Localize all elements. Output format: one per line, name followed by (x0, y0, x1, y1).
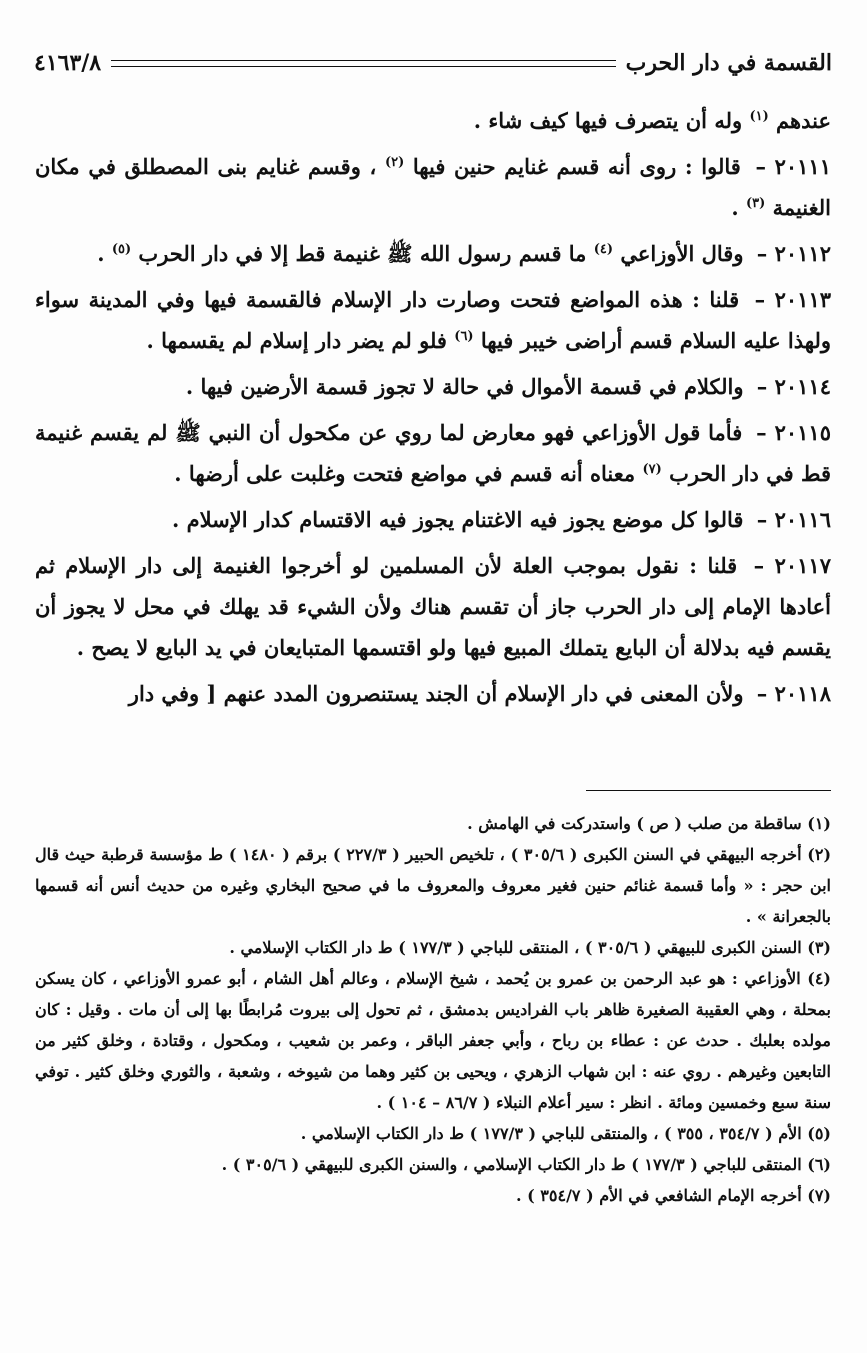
footnote-ref: (٣) (745, 196, 766, 211)
footnote-separator (586, 790, 831, 791)
running-header (34, 40, 832, 86)
main-text (35, 100, 831, 719)
paragraph-number: ٢٠١١٥ – (756, 420, 831, 445)
paragraph-text: ولأن المعنى في دار الإسلام أن الجند يستنصرون المدد عنهم [ وفي دار (128, 681, 744, 706)
footnote-ref: (٦) (454, 329, 474, 344)
paragraph-text: عندهم (776, 108, 831, 133)
footnote-4: (٤) الأوزاعي : هو عبد الرحمن بن عمرو بن يُحمد ، شيخ الإسلام ، وعالم أهل الشام ، أبو عمرو الأوزاعي ، كان يسكن بمحلة ، وهي العقيبة الصغيرة ظاهر باب الفراديس بدمشق ، ثم تحول إلى بيروت مُرابطًا بها إلى أن مات . وقيل : كان مولده بعلبك . حدث عن : عطاء بن رباح ، وأبي جعفر الباقر ، وعمر بن شعيب ، ومكحول ، وقتادة ، وخلق كثير من التابعين وغيرهم . روي عنه : ابن شهاب الزهري ، ويحيى بن كثير وهما من شيوخه ، وشعبة ، والثوري وخلق كثير . توفي سنة سبع وخمسين ومائة . انظر : سير أعلام النبلاء ( ٨٦/٧ – ١٠٤ ) . (35, 969, 831, 1112)
paragraph-20113 (35, 279, 831, 361)
paragraph-text: . (731, 195, 746, 220)
footnote-6: (٦) المنتقى للباجي ( ١٧٧/٣ ) ط دار الكتاب الإسلامي ، والسنن الكبرى للبيهقي ( ٣٠٥/٦ ) . (221, 1155, 831, 1174)
paragraph-20117 (35, 545, 831, 668)
paragraph-text: ما قسم رسول الله ﷺ غنيمة قط إلا في دار الحرب (138, 241, 594, 266)
paragraph-text: قلنا : هذه المواضع فتحت وصارت دار الإسلام فالقسمة فيها وفي المدينة سواء ولهذا عليه السلام قسم أراضى خيبر فيها (35, 287, 831, 353)
paragraph-20118 (35, 673, 831, 714)
paragraph-number: ٢٠١١٧ – (753, 553, 831, 578)
paragraph-number: ٢٠١١٣ – (754, 287, 832, 312)
paragraph-text: فأما قول الأوزاعي فهو معارض لما روي عن مكحول أن النبي ﷺ لم يقسم غنيمة قط في دار الحرب (35, 420, 831, 486)
footnote-1: (١) ساقطة من صلب ( ص ) واستدركت في الهامش . (467, 814, 831, 833)
paragraph-20112 (35, 233, 831, 274)
paragraph-text: قلنا : نقول بموجب العلة لأن المسلمين لو أخرجوا الغنيمة إلى دار الإسلام ثم أعادها الإمام إلى دار الحرب جاز أن تقسم هناك ولأن الشيء قد يهلك في محل لا يجوز أن يقسم فيه بدلالة أن البايع يتملك المبيع فيها ولو اقتسمها المتبايعان في يد البايع لا يصح . (35, 553, 831, 660)
footnote-3: (٣) السنن الكبرى للبيهقي ( ٣٠٥/٦ ) ، المنتقى للباجي ( ١٧٧/٣ ) ط دار الكتاب الإسلامي . (229, 938, 831, 957)
footnote-2: (٢) أخرجه البيهقي في السنن الكبرى ( ٣٠٥/٦ ) ، تلخيص الحبير ( ٢٢٧/٣ ) برقم ( ١٤٨٠ ) ط مؤسسة قرطبة حيث قال ابن حجر : « وأما قسمة غنائم حنين فغير معروف والمعروف ما في صحيح البخاري وغيره من حديث أنس أنه قسمها بالجعرانة » . (35, 845, 832, 926)
paragraph-number: ٢٠١١٢ – (756, 241, 831, 266)
paragraph-text: ، وقسم غنايم بنى المصطلق في مكان الغنيمة (35, 154, 831, 220)
paragraph-20116 (35, 499, 831, 540)
footnotes (35, 808, 831, 1211)
paragraph-text: قالوا كل موضع يجوز فيه الاغتنام يجوز فيه الاقتسام كدار الإسلام . (172, 507, 744, 532)
paragraph-20114 (35, 366, 831, 407)
paragraph-text: قالوا : روى أنه قسم غنايم حنين فيها (412, 154, 741, 179)
header-page-ref: ٤١٦٣/٨ (34, 50, 102, 76)
footnote-ref: (٤) (593, 242, 614, 257)
paragraph-text: . (97, 241, 112, 266)
footnote-7: (٧) أخرجه الإمام الشافعي في الأم ( ٣٥٤/٧ ) . (516, 1186, 831, 1205)
paragraph-text: وقال الأوزاعي (620, 241, 744, 266)
footnote-ref: (٢) (384, 155, 405, 170)
paragraph-20111 (35, 146, 831, 228)
paragraph-text: فلو لم يضر دار إسلام لم يقسمها . (146, 328, 455, 353)
footnote-ref: (٧) (642, 462, 662, 477)
paragraph-20115 (35, 412, 831, 494)
paragraph-number: ٢٠١١٦ – (756, 507, 831, 532)
footnote-ref: (١) (749, 109, 769, 124)
paragraph-text: والكلام في قسمة الأموال في حالة لا تجوز قسمة الأرضين فيها . (185, 374, 744, 399)
header-rule (111, 60, 616, 67)
footnote-5: (٥) الأم ( ٣٥٤/٧ ، ٣٥٥ ) ، والمنتقى للباجي ( ١٧٧/٣ ) ط دار الكتاب الإسلامي . (300, 1124, 831, 1143)
paragraph-number: ٢٠١١٨ – (756, 681, 831, 706)
paragraph-text: معناه أنه قسم في مواضع فتحت وغلبت على أرضها . (174, 461, 643, 486)
paragraph-number: ٢٠١١١ – (755, 154, 831, 179)
footnote-ref: (٥) (111, 242, 132, 257)
paragraph (35, 100, 831, 141)
paragraph-number: ٢٠١١٤ – (756, 374, 831, 399)
header-title: القسمة في دار الحرب (625, 50, 832, 76)
paragraph-text: وله أن يتصرف فيها كيف شاء . (473, 108, 750, 133)
